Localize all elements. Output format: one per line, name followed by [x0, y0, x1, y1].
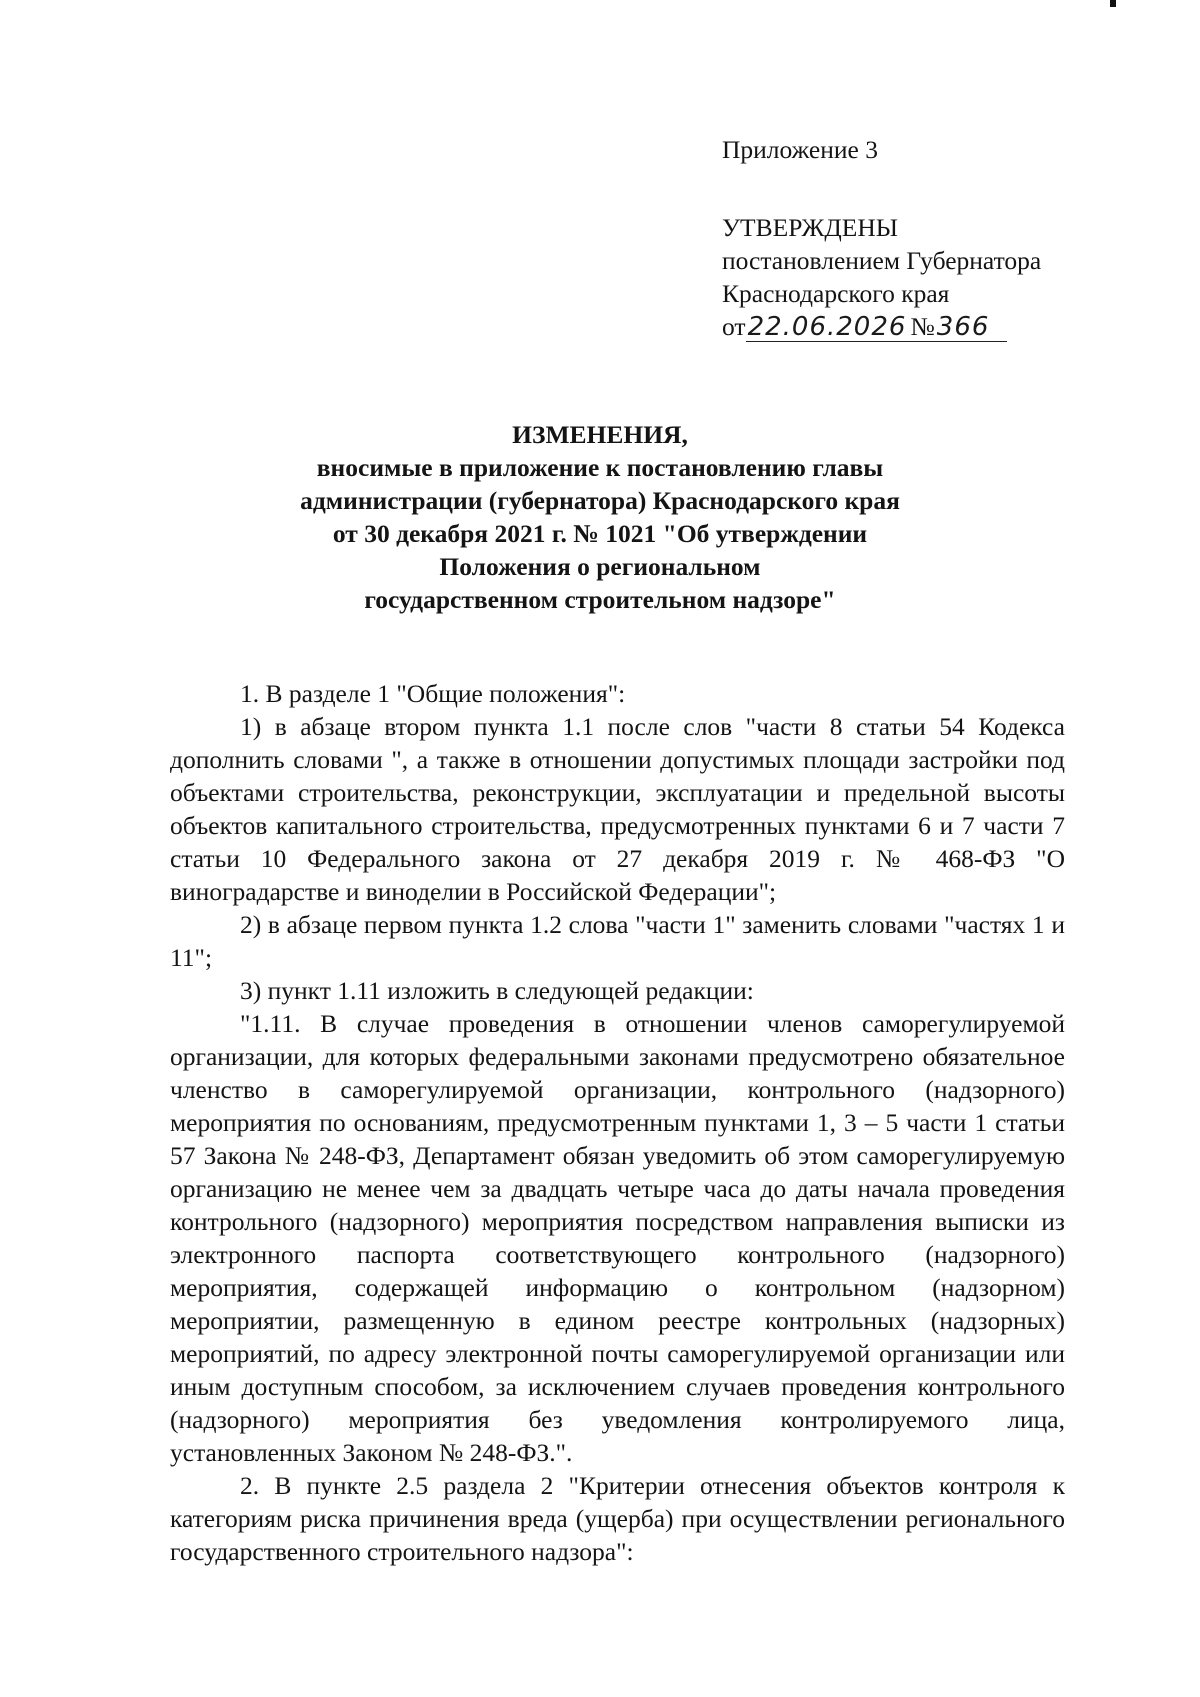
- approval-date-line: [722, 310, 1041, 344]
- handwritten-number: 366: [936, 312, 990, 342]
- title-line: Положения о региональном: [439, 552, 761, 581]
- paragraph-item-2: 2) в абзаце первом пункта 1.2 слова "части 1" заменить словами "частях 1 и 11";: [170, 910, 1065, 972]
- approved-by-region: Краснодарского края: [722, 279, 950, 308]
- paragraph-section-2: 2. В пункте 2.5 раздела 2 "Критерии отнесения объектов контроля к категориям риска причинения вреда (ущерба) при осуществлении регионального государственного строительного надзора":: [170, 1471, 1065, 1566]
- paragraph-item-3: 3) пункт 1.11 изложить в следующей редакции:: [240, 976, 754, 1005]
- signature-underline: [746, 341, 1008, 342]
- title-line: вносимые в приложение к постановлению главы: [316, 453, 884, 482]
- document-title: [170, 418, 1030, 616]
- title-heading: ИЗМЕНЕНИЯ,: [512, 420, 688, 449]
- title-line: администрации (губернатора) Краснодарского края: [300, 486, 900, 515]
- paragraph-item-1: 1) в абзаце втором пункта 1.1 после слов "части 8 статьи 54 Кодекса дополнить словами ", а также в отношении допустимых площади застройки под объектами строительства, реконструкции, эксплуатации и предельной высоты объектов капитального строительства, предусмотренных пунктами 6 и 7 части 7 статьи 10 Федерального закона от 27 декабря 2019 г. № 468-ФЗ "О виноградарстве и виноделии в Российской Федерации";: [170, 712, 1065, 906]
- approved-by-line: постановлением Губернатора: [722, 246, 1042, 275]
- scan-corner-mark: [1110, 0, 1116, 7]
- date-field: [746, 310, 1008, 344]
- annex-label: Приложение 3: [722, 135, 878, 164]
- document-body: [170, 677, 1065, 1568]
- handwritten-date: 22.06.2026: [747, 312, 907, 342]
- date-prefix: от: [722, 312, 746, 341]
- paragraph-item-1-11: "1.11. В случае проведения в отношении членов саморегулируемой организации, для которых федеральными законами предусмотрено обязательное членство в саморегулируемой организации, контрольного (надзорного) мероприятия по основаниям, предусмотренным пунктами 1, 3 – 5 части 1 статьи 57 Закона № 248-ФЗ, Департамент обязан уведомить об этом саморегулируемую организацию не менее чем за двадцать четыре часа до даты начала проведения контрольного (надзорного) мероприятия посредством направления выписки из электронного паспорта соответствующего контрольного (надзорного) мероприятия, содержащей информацию о контрольном (надзорном) мероприятии, размещенную в едином реестре контрольных (надзорных) мероприятий, по адресу электронной почты саморегулируемой организации или иным доступным способом, за исключением случаев проведения контрольного (надзорного) мероприятия без уведомления контролируемого лица, установленных Законом № 248-ФЗ.".: [170, 1009, 1065, 1467]
- title-line: от 30 декабря 2021 г. № 1021 "Об утверждении: [332, 519, 868, 548]
- approval-stamp: [722, 133, 1041, 344]
- title-line: государственном строительном надзоре": [364, 585, 836, 614]
- number-sign: №: [910, 312, 935, 341]
- paragraph-section-1: 1. В разделе 1 "Общие положения":: [240, 679, 626, 708]
- approved-label: УТВЕРЖДЕНЫ: [722, 213, 898, 242]
